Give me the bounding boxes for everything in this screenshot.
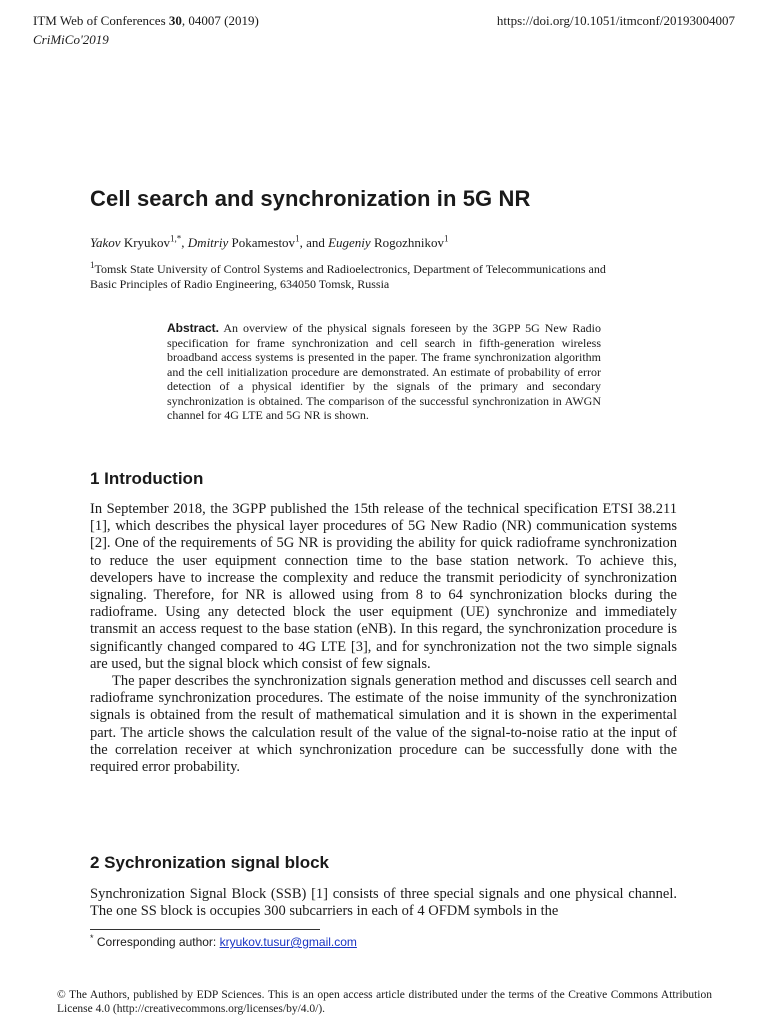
paragraph: In September 2018, the 3GPP published the 15th release of the technical specification ETSI 38.211 [1], which describes the physical layer procedures of 5G New Radio (NR) communication systems [2]. One of the requirements of 5G NR is providing the ability for quick radioframe synchronization to reduce the user equipment connection time to the base station network. To achieve this, developers have to increase the complexity and reduce the transmit periodicity of synchronization signaling. Therefore, for NR is allowed using from 8 to 64 synchronization blocks during the radioframe. Using any detected block the user equipment (UE) synchronize and immediately transmit an access request to the base station (eNB). In this regard, the synchronization procedure is significantly changed compared to 4G LTE [3], and for synchronization not the two simple signals are used, but the signal block which consist of few signals.	[90, 501, 677, 672]
footnote	[90, 935, 357, 949]
section-body	[90, 501, 677, 776]
author-affiliation-mark: 1	[444, 233, 449, 244]
author-first-name: Eugeniy	[328, 235, 371, 250]
doi-link[interactable]: https://doi.org/10.1051/itmconf/20193004007	[496, 13, 735, 28]
paragraph: The paper describes the synchronization signals generation method and discusses cell search and radioframe synchronization procedures. The estimate of the noise immunity of the synchronization signals is obtained from the result of mathematical simulation and it is shown in the experimental part. The article shows the calculation result of the value of the signal-to-noise ratio at the input of the correlation receiver at which synchronization procedure can be successfully done with the required error probability.	[90, 673, 677, 776]
author-separator: , and	[299, 235, 329, 250]
journal-volume: 30	[168, 13, 182, 28]
author-first-name: Dmitriy	[187, 235, 229, 250]
author-first-name: Yakov	[90, 235, 121, 250]
section-heading: 1 Introduction	[90, 469, 204, 488]
author-separator: ,	[181, 235, 188, 250]
affiliation-mark: 1	[90, 260, 95, 270]
author-affiliation-mark: 1,*	[170, 233, 182, 244]
paragraph: Synchronization Signal Block (SSB) [1] consists of three special signals and one physical channel. The one SS block is occupies 300 subcarriers in each of 4 OFDM symbols in the	[90, 886, 677, 920]
journal-name: ITM Web of Conferences	[33, 13, 169, 28]
author-email-link[interactable]: kryukov.tusur@gmail.com	[219, 935, 357, 949]
affiliation-text: Tomsk State University of Control Systems and Radioelectronics, Department of Telecommunications and Basic Principles of Radio Engineering, 634050 Tomsk, Russia	[90, 262, 606, 291]
conference-name: CriMiCo'2019	[33, 32, 109, 47]
section-body	[90, 886, 677, 920]
section-heading: 2 Sychronization signal block	[90, 853, 329, 872]
journal-issue: , 04007 (2019)	[181, 13, 259, 28]
license-notice: © The Authors, published by EDP Sciences. This is an open access article distributed under the terms of the Creative Commons Attribution License 4.0 (http://creativecommons.org/licenses/by/4.0/).	[57, 989, 712, 1015]
author-affiliation-mark: 1	[295, 233, 300, 244]
footnote-mark: *	[90, 933, 94, 943]
author-last-name: Rogozhnikov	[370, 235, 444, 250]
abstract-text: An overview of the physical signals foreseen by the 3GPP 5G New Radio specification for frame synchronization and cell search in fifth-generation wireless broadband access systems is presented in the paper. The frame synchronization algorithm and the cell initialization procedure are demonstrated. An estimate of probability of error detection of a physical identifier by the signals of the primary and secondary synchronization is obtained. The comparison of the successful synchronization in AWGN channel for 4G LTE and 5G NR is shown.	[167, 321, 601, 422]
abstract-label: Abstract.	[167, 321, 220, 335]
author-list	[90, 235, 449, 251]
author-last-name: Kryukov	[120, 235, 171, 250]
affiliation	[90, 262, 610, 292]
paper-title: Cell search and synchronization in 5G NR	[90, 186, 531, 211]
footnote-label: Corresponding author:	[93, 935, 220, 949]
footnote-divider	[90, 929, 320, 930]
journal-reference	[33, 13, 259, 28]
author-last-name: Pokamestov	[228, 235, 296, 250]
abstract	[167, 321, 601, 423]
